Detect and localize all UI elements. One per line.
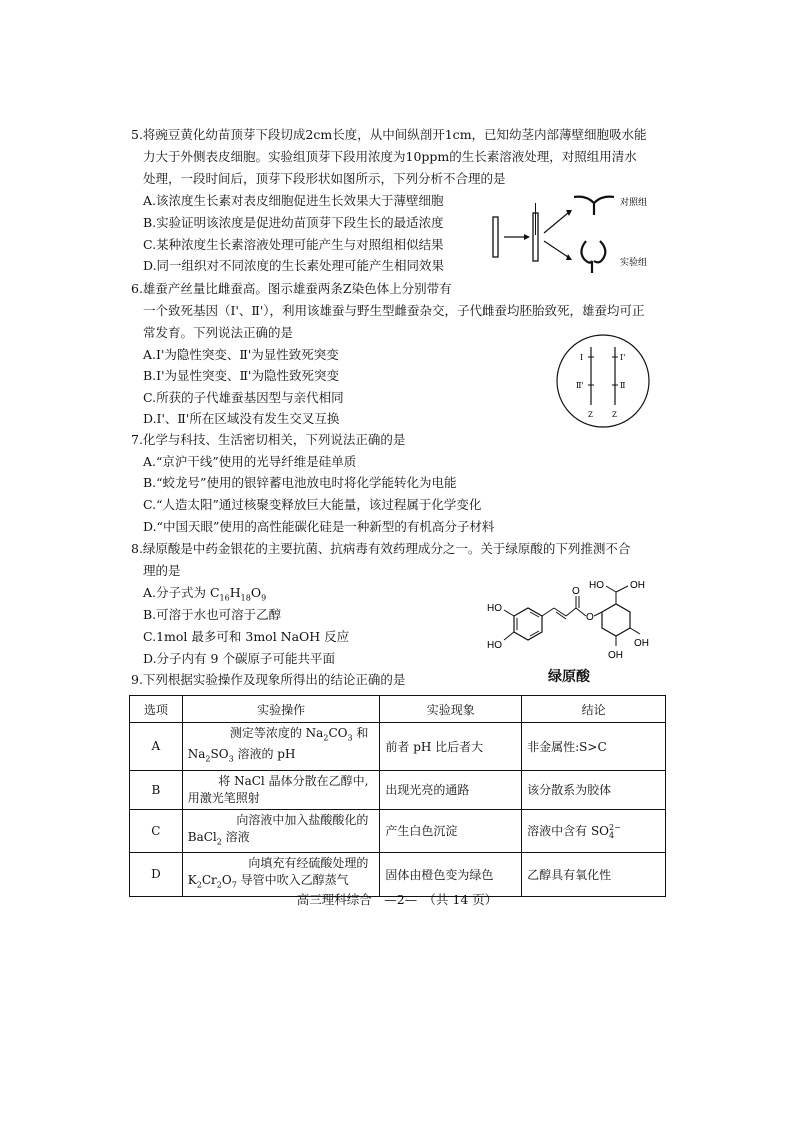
q5-option-c: C.某种浓度生长素溶液处理可能产生与对照组相似结果 <box>143 237 444 252</box>
row-phenomenon: 前者 pH 比后者大 <box>380 723 522 771</box>
row-phenomenon: 固体由橙色变为绿色 <box>380 853 522 896</box>
table-row <box>130 723 666 771</box>
table-row <box>130 809 666 852</box>
q5-stem-line1: 5.将豌豆黄化幼苗顶芽下段切成2cm长度，从中间纵剖开1cm，已知幼茎内部薄壁细胞吸水能 <box>131 127 647 142</box>
q6-stem-line2: 一个致死基因（Ⅰ'、Ⅱ'），利用该雄蚕与野生型雌蚕杂交，子代雌蚕均胚胎致死，雄蚕均可正 <box>143 303 645 318</box>
q8-option-d: D.分子内有 9 个碳原子可能共平面 <box>143 651 335 666</box>
right-hydroxyl-label: OH <box>634 638 649 649</box>
q6-option-a: A.Ⅰ'为隐性突变、Ⅱ'为显性致死突变 <box>143 347 339 362</box>
experiment-shape <box>581 241 605 273</box>
q5-stem-line2: 力大于外侧表皮细胞。实验组顶芽下段用浓度为10ppm的生长素溶液处理，对照组用清水 <box>143 149 637 164</box>
row-option: C <box>130 809 183 852</box>
ester-oxygen-label: O <box>586 612 594 623</box>
hydroxyl-label-2: HO <box>487 640 502 651</box>
q8-option-b: B.可溶于水也可溶于乙醇 <box>143 607 282 622</box>
q6-option-b: B.Ⅰ'为显性突变、Ⅱ'为隐性致死突变 <box>143 368 339 383</box>
table-row <box>130 770 666 809</box>
q8-option-c: C.1mol 最多可和 3mol NaOH 反应 <box>143 629 350 644</box>
q5-option-d: D.同一组织对不同浓度的生长素处理可能产生相同效果 <box>143 258 445 273</box>
top-hydroxyl-label: HO <box>589 580 604 591</box>
q6-option-d: D.Ⅰ'、Ⅱ'所在区域没有发生交叉互换 <box>143 411 340 426</box>
gene-label-1-prime: Ⅰ' <box>620 353 626 362</box>
cell-circle <box>557 335 649 427</box>
experiment-label: 实验组 <box>620 257 648 267</box>
structure-name: 绿原酸 <box>548 669 590 685</box>
carboxyl-oh-label: OH <box>630 580 645 591</box>
cyclohexane-ring <box>602 604 630 636</box>
benzene-ring <box>514 608 542 640</box>
row-option: B <box>130 770 183 809</box>
control-label: 对照组 <box>620 197 648 207</box>
q7-option-d: D.“中国天眼”使用的高性能碳化硅是一种新型的有机高分子材料 <box>143 519 495 534</box>
arrow-up-icon <box>544 213 568 233</box>
q5-option-b: B.实验证明该浓度是促进幼苗顶芽下段生长的最适浓度 <box>143 215 444 230</box>
row-conclusion: 溶液中含有 SO 2− 4 <box>522 809 666 852</box>
q7-option-c: C.“人造太阳”通过核聚变释放巨大能量，该过程属于化学变化 <box>143 497 482 512</box>
row-operation: 将 NaCl 晶体分散在乙醇中, 用激光笔照射 <box>182 770 380 809</box>
bottom-hydroxyl-label: OH <box>608 650 623 661</box>
q5-stem-line3: 处理，一段时间后，顶芽下段形状如图所示，下列分析不合理的是 <box>143 171 506 186</box>
q8-stem-line1: 8.绿原酸是中药金银花的主要抗菌、抗病毒有效药理成分之一。关于绿原酸的下列推测不合 <box>131 541 631 556</box>
q6-stem-line3: 常发育。下列说法正确的是 <box>143 325 294 340</box>
row-operation: 向溶液中加入盐酸酸化的 BaCl$_2$ 溶液 <box>182 809 380 852</box>
header-option: 选项 <box>130 696 183 723</box>
stem-segment <box>493 217 498 257</box>
z-label-left: Z <box>588 411 593 419</box>
chlorogenic-acid-structure <box>484 578 674 670</box>
q7-option-a: A.“京沪干线”使用的光导纤维是硅单质 <box>143 454 357 469</box>
gene-label-2-prime: Ⅱ' <box>576 381 584 390</box>
hydroxyl-label-1: HO <box>487 603 502 614</box>
carbonyl-oxygen-label: O <box>572 586 580 597</box>
row-phenomenon: 产生白色沉淀 <box>380 809 522 852</box>
q5-seedling-figure <box>490 185 670 280</box>
experiment-table <box>129 695 666 897</box>
table-header-row <box>130 696 666 723</box>
arrow-down-icon <box>544 241 568 257</box>
row-conclusion: 该分散系为胶体 <box>522 770 666 809</box>
q8-option-a: A.分子式为 $C_{16}H_{18}O_9$ <box>143 585 267 603</box>
page-footer: 高三理科综合 —2— （共 14 页） <box>296 892 498 907</box>
q5-option-a: A.该浓度生长素对表皮细胞促进生长效果大于薄壁细胞 <box>143 193 444 208</box>
row-option: D <box>130 853 183 896</box>
header-operation: 实验操作 <box>182 696 380 723</box>
q7-option-b: B.“蛟龙号”使用的银锌蓄电池放电时将化学能转化为电能 <box>143 475 457 490</box>
row-phenomenon: 出现光亮的通路 <box>380 770 522 809</box>
row-conclusion: 非金属性:S>C <box>522 723 666 771</box>
header-phenomenon: 实验现象 <box>380 696 522 723</box>
q8-stem-line2: 理的是 <box>143 563 181 578</box>
row-operation: 测定等浓度的 $Na_2CO_3$ 和 $Na_2SO_3$ 溶液的 pH <box>182 723 380 771</box>
q6-option-c: C.所获的子代雄蚕基因型与亲代相同 <box>143 390 344 405</box>
q7-stem: 7.化学与科技、生活密切相关，下列说法正确的是 <box>131 432 406 447</box>
row-option: A <box>130 723 183 771</box>
gene-label-2: Ⅱ <box>620 381 626 390</box>
control-shape <box>574 197 614 215</box>
q6-stem-line1: 6.雄蚕产丝量比雌蚕高。图示雄蚕两条Z染色体上分别带有 <box>131 281 452 296</box>
q6-chromosome-figure <box>555 333 651 429</box>
row-operation: 向填充有经硫酸处理的 $K_2Cr_2O_7$ 导管中吹入乙醇蒸气 <box>182 853 380 896</box>
gene-label-1: Ⅰ <box>580 353 584 362</box>
z-label-right: Z <box>612 411 617 419</box>
row-conclusion: 乙醇具有氧化性 <box>522 853 666 896</box>
q9-stem: 9.下列根据实验操作及现象所得出的结论正确的是 <box>131 672 406 687</box>
header-conclusion: 结论 <box>522 696 666 723</box>
